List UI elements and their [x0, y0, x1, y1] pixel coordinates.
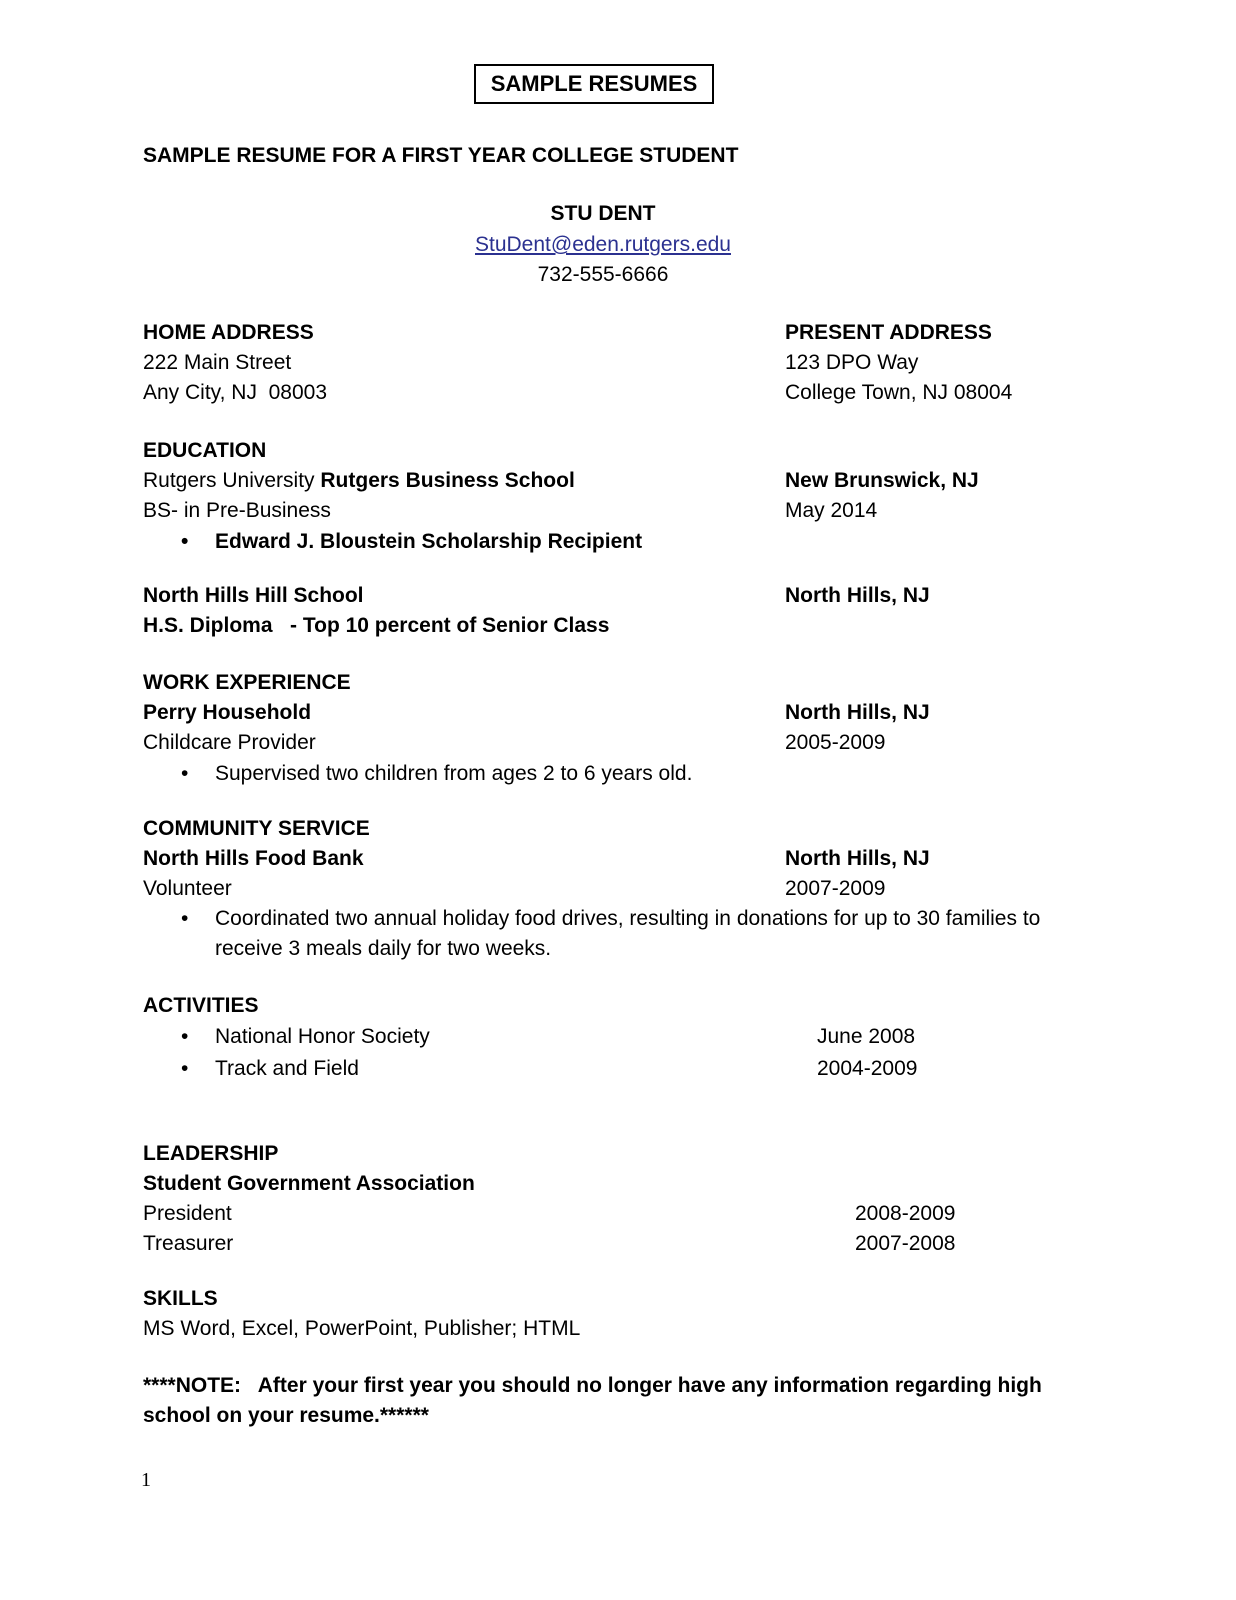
work-location: North Hills, NJ — [785, 701, 930, 724]
highschool-section — [143, 581, 1093, 641]
leadership-role: Treasurer — [143, 1232, 234, 1255]
community-bullet — [143, 904, 1073, 964]
home-address-line2: Any City, NJ 08003 — [143, 381, 328, 404]
activity-item — [143, 1021, 1093, 1053]
community-dates: 2007-2009 — [785, 877, 886, 900]
community-organization: North Hills Food Bank — [143, 847, 364, 870]
leadership-organization: Student Government Association — [143, 1172, 475, 1195]
education-heading: EDUCATION — [143, 439, 267, 462]
bullet-icon: • — [181, 1025, 189, 1048]
leadership-date: 2007-2008 — [855, 1232, 956, 1255]
highschool-name: North Hills Hill School — [143, 584, 364, 607]
community-title: Volunteer — [143, 877, 232, 900]
education-bullet — [143, 526, 1093, 558]
community-service-section — [143, 814, 1073, 964]
community-location: North Hills, NJ — [785, 847, 930, 870]
work-dates: 2005-2009 — [785, 731, 886, 754]
work-bullet-text: Supervised two children from ages 2 to 6 years old. — [215, 762, 693, 785]
present-address-line2: College Town, NJ 08004 — [785, 381, 1013, 404]
education-institution — [143, 466, 785, 496]
education-section — [143, 436, 1093, 558]
skills-heading: SKILLS — [143, 1287, 218, 1310]
activity-item — [143, 1053, 1093, 1085]
bullet-icon: • — [181, 530, 189, 553]
education-grad-date: May 2014 — [785, 499, 878, 522]
activities-section — [143, 991, 1093, 1085]
bullet-icon: • — [181, 762, 189, 785]
banner-label: SAMPLE RESUMES — [490, 71, 698, 96]
school-name: Rutgers Business School — [320, 469, 575, 492]
contact-name: STU DENT — [550, 202, 656, 225]
work-employer: Perry Household — [143, 701, 312, 724]
leadership-date: 2008-2009 — [855, 1202, 956, 1225]
leadership-heading: LEADERSHIP — [143, 1142, 279, 1165]
sample-resumes-banner — [474, 64, 715, 104]
bullet-icon: • — [181, 1057, 189, 1080]
email-link[interactable]: StuDent@eden.rutgers.edu — [475, 233, 731, 256]
page-heading: SAMPLE RESUME FOR A FIRST YEAR COLLEGE STUDENT — [143, 144, 739, 167]
page-number: 1 — [141, 1469, 151, 1491]
activities-heading: ACTIVITIES — [143, 994, 259, 1017]
home-address-heading: HOME ADDRESS — [143, 321, 314, 344]
present-address-heading: PRESENT ADDRESS — [785, 321, 992, 344]
activity-label: Track and Field — [215, 1057, 359, 1080]
work-heading: WORK EXPERIENCE — [143, 671, 351, 694]
banner-container — [0, 64, 1188, 104]
addresses-section — [143, 318, 1093, 408]
community-bullet-text: Coordinated two annual holiday food drives, resulting in donations for up to 30 families to receive 3 meals daily for two weeks. — [215, 907, 1047, 960]
highschool-location: North Hills, NJ — [785, 584, 930, 607]
home-address-line1: 222 Main Street — [143, 351, 292, 374]
work-experience-section — [143, 668, 1093, 790]
contact-block — [0, 198, 1206, 290]
note-paragraph: ****NOTE: After your first year you should no longer have any information regarding high school on your resume.****** — [143, 1374, 1048, 1427]
bullet-icon: • — [181, 907, 189, 930]
work-bullet — [143, 758, 1093, 790]
leadership-section — [143, 1139, 1093, 1259]
highschool-diploma: H.S. Diploma - Top 10 percent of Senior Class — [143, 614, 610, 637]
present-address-line1: 123 DPO Way — [785, 351, 919, 374]
education-location: New Brunswick, NJ — [785, 469, 979, 492]
work-title: Childcare Provider — [143, 731, 316, 754]
community-heading: COMMUNITY SERVICE — [143, 817, 370, 840]
education-bullet-text: Edward J. Bloustein Scholarship Recipient — [215, 530, 643, 553]
skills-list: MS Word, Excel, PowerPoint, Publisher; HTML — [143, 1317, 581, 1340]
activity-date: June 2008 — [817, 1025, 916, 1048]
activity-date: 2004-2009 — [817, 1057, 918, 1080]
education-degree: BS- in Pre-Business — [143, 499, 331, 522]
activity-label: National Honor Society — [215, 1025, 430, 1048]
contact-phone: 732-555-6666 — [537, 263, 669, 286]
skills-section — [143, 1284, 1093, 1344]
university-name: Rutgers University — [143, 469, 321, 492]
leadership-role: President — [143, 1202, 232, 1225]
